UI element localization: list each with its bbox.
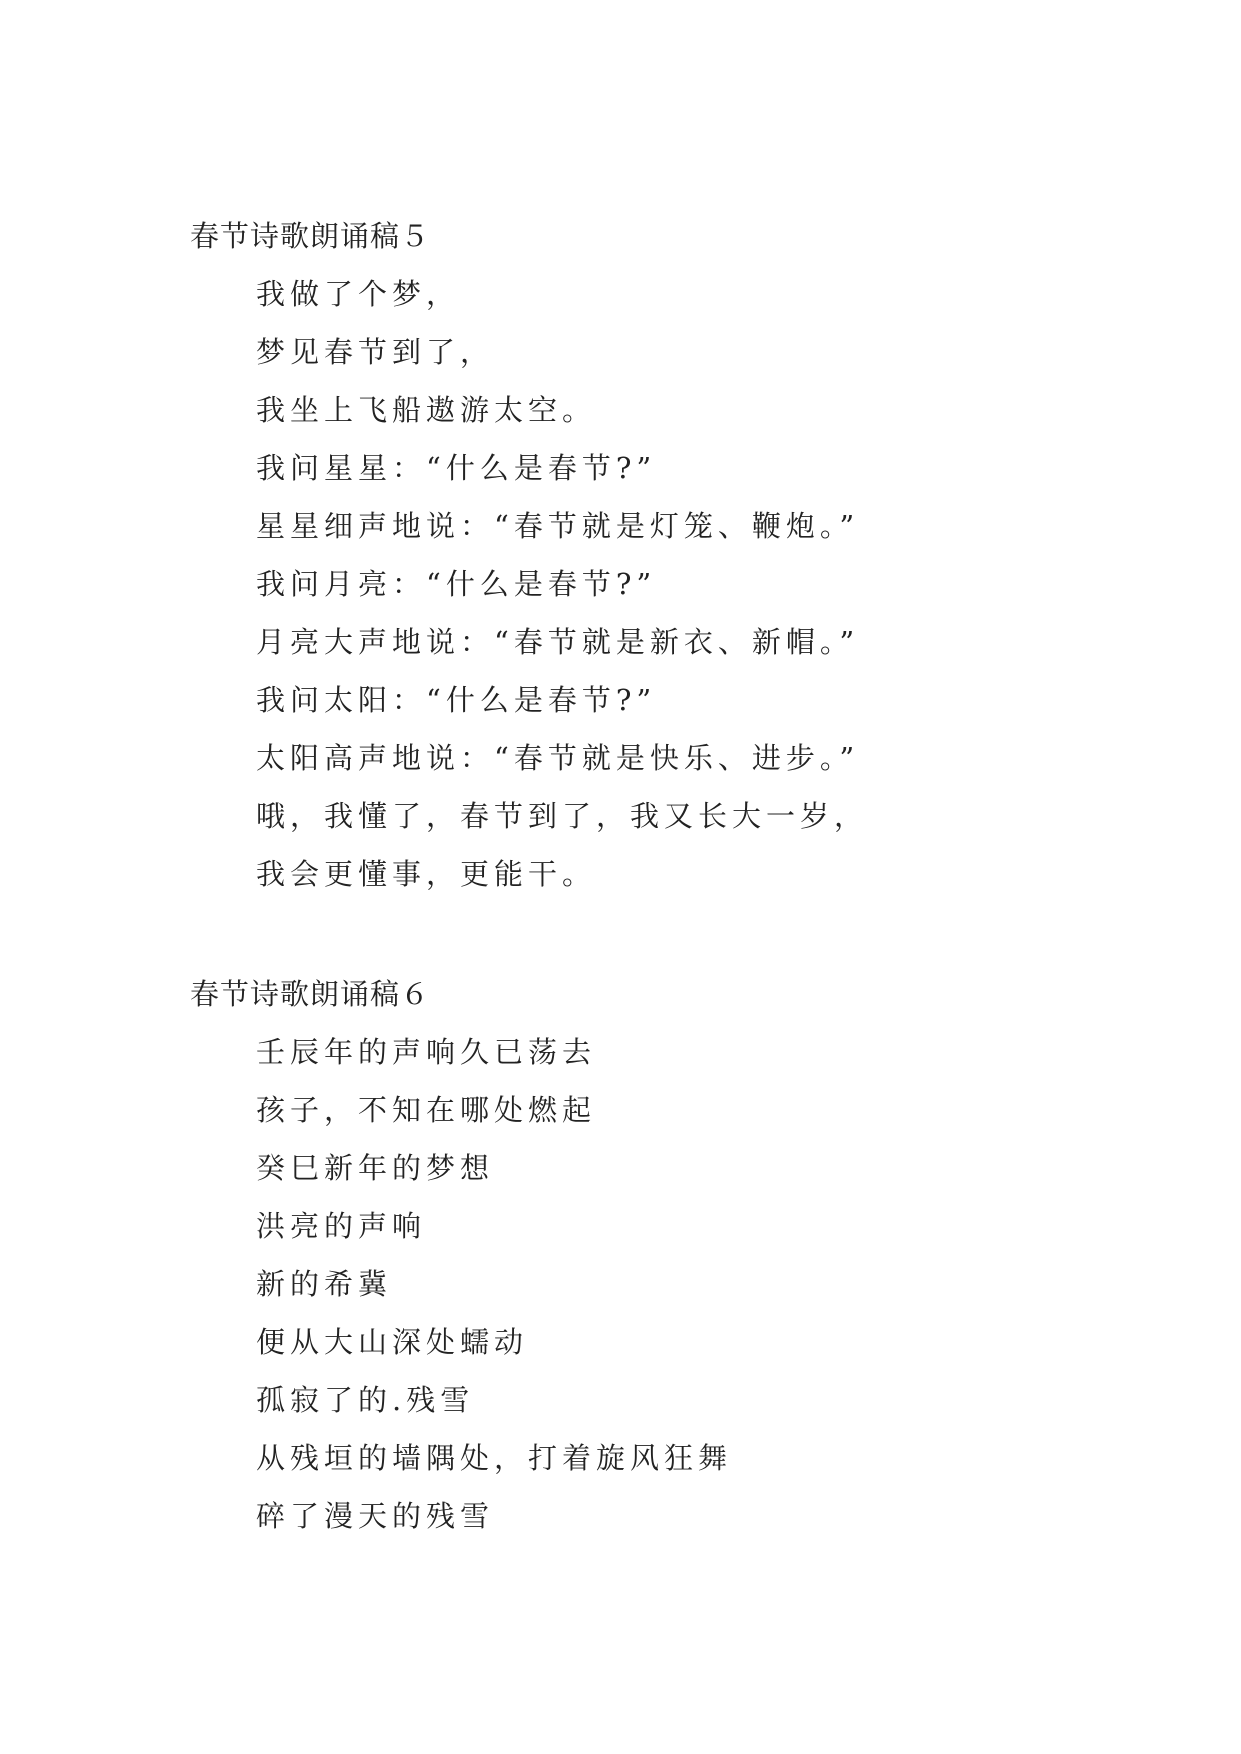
poem-line: 我坐上飞船遨游太空。: [256, 393, 597, 427]
poem-line: 洪亮的声响: [256, 1209, 427, 1243]
poem-line: 便从大山深处蠕动: [256, 1325, 529, 1359]
poem-line: 新的希冀: [256, 1267, 393, 1301]
poem-line: 我问月亮：“什么是春节?”: [256, 567, 657, 601]
poem-line: 我问星星：“什么是春节?”: [256, 451, 657, 485]
poem-line: 我会更懂事，更能干。: [256, 857, 597, 891]
poem-line: 癸巳新年的梦想: [256, 1151, 495, 1185]
poem-section-5: [190, 218, 1090, 892]
poem-line: 月亮大声地说：“春节就是新衣、新帽。”: [256, 625, 860, 659]
poem-line: 碎了漫天的残雪: [256, 1499, 495, 1533]
poem-line: 孤寂了的.残雪: [256, 1383, 475, 1417]
poem-line: 哦，我懂了，春节到了，我又长大一岁，: [256, 799, 869, 833]
section-title: 春节诗歌朗诵稿５: [190, 219, 431, 253]
poem-line: 星星细声地说：“春节就是灯笼、鞭炮。”: [256, 509, 860, 543]
poem-line: 孩子，不知在哪处燃起: [256, 1093, 597, 1127]
poem-line: 梦见春节到了，: [256, 335, 495, 369]
section-title: 春节诗歌朗诵稿６: [190, 977, 431, 1011]
poem-line: 太阳高声地说：“春节就是快乐、进步。”: [256, 741, 860, 775]
poem-line: 我做了个梦，: [256, 277, 461, 311]
poem-lines: [190, 276, 1090, 892]
poem-line: 我问太阳：“什么是春节?”: [256, 683, 657, 717]
poem-line: 壬辰年的声响久已荡去: [256, 1035, 597, 1069]
poem-lines: [190, 1034, 1090, 1534]
poem-section-6: [190, 976, 1090, 1534]
poem-line: 从残垣的墙隅处，打着旋风狂舞: [256, 1441, 733, 1475]
